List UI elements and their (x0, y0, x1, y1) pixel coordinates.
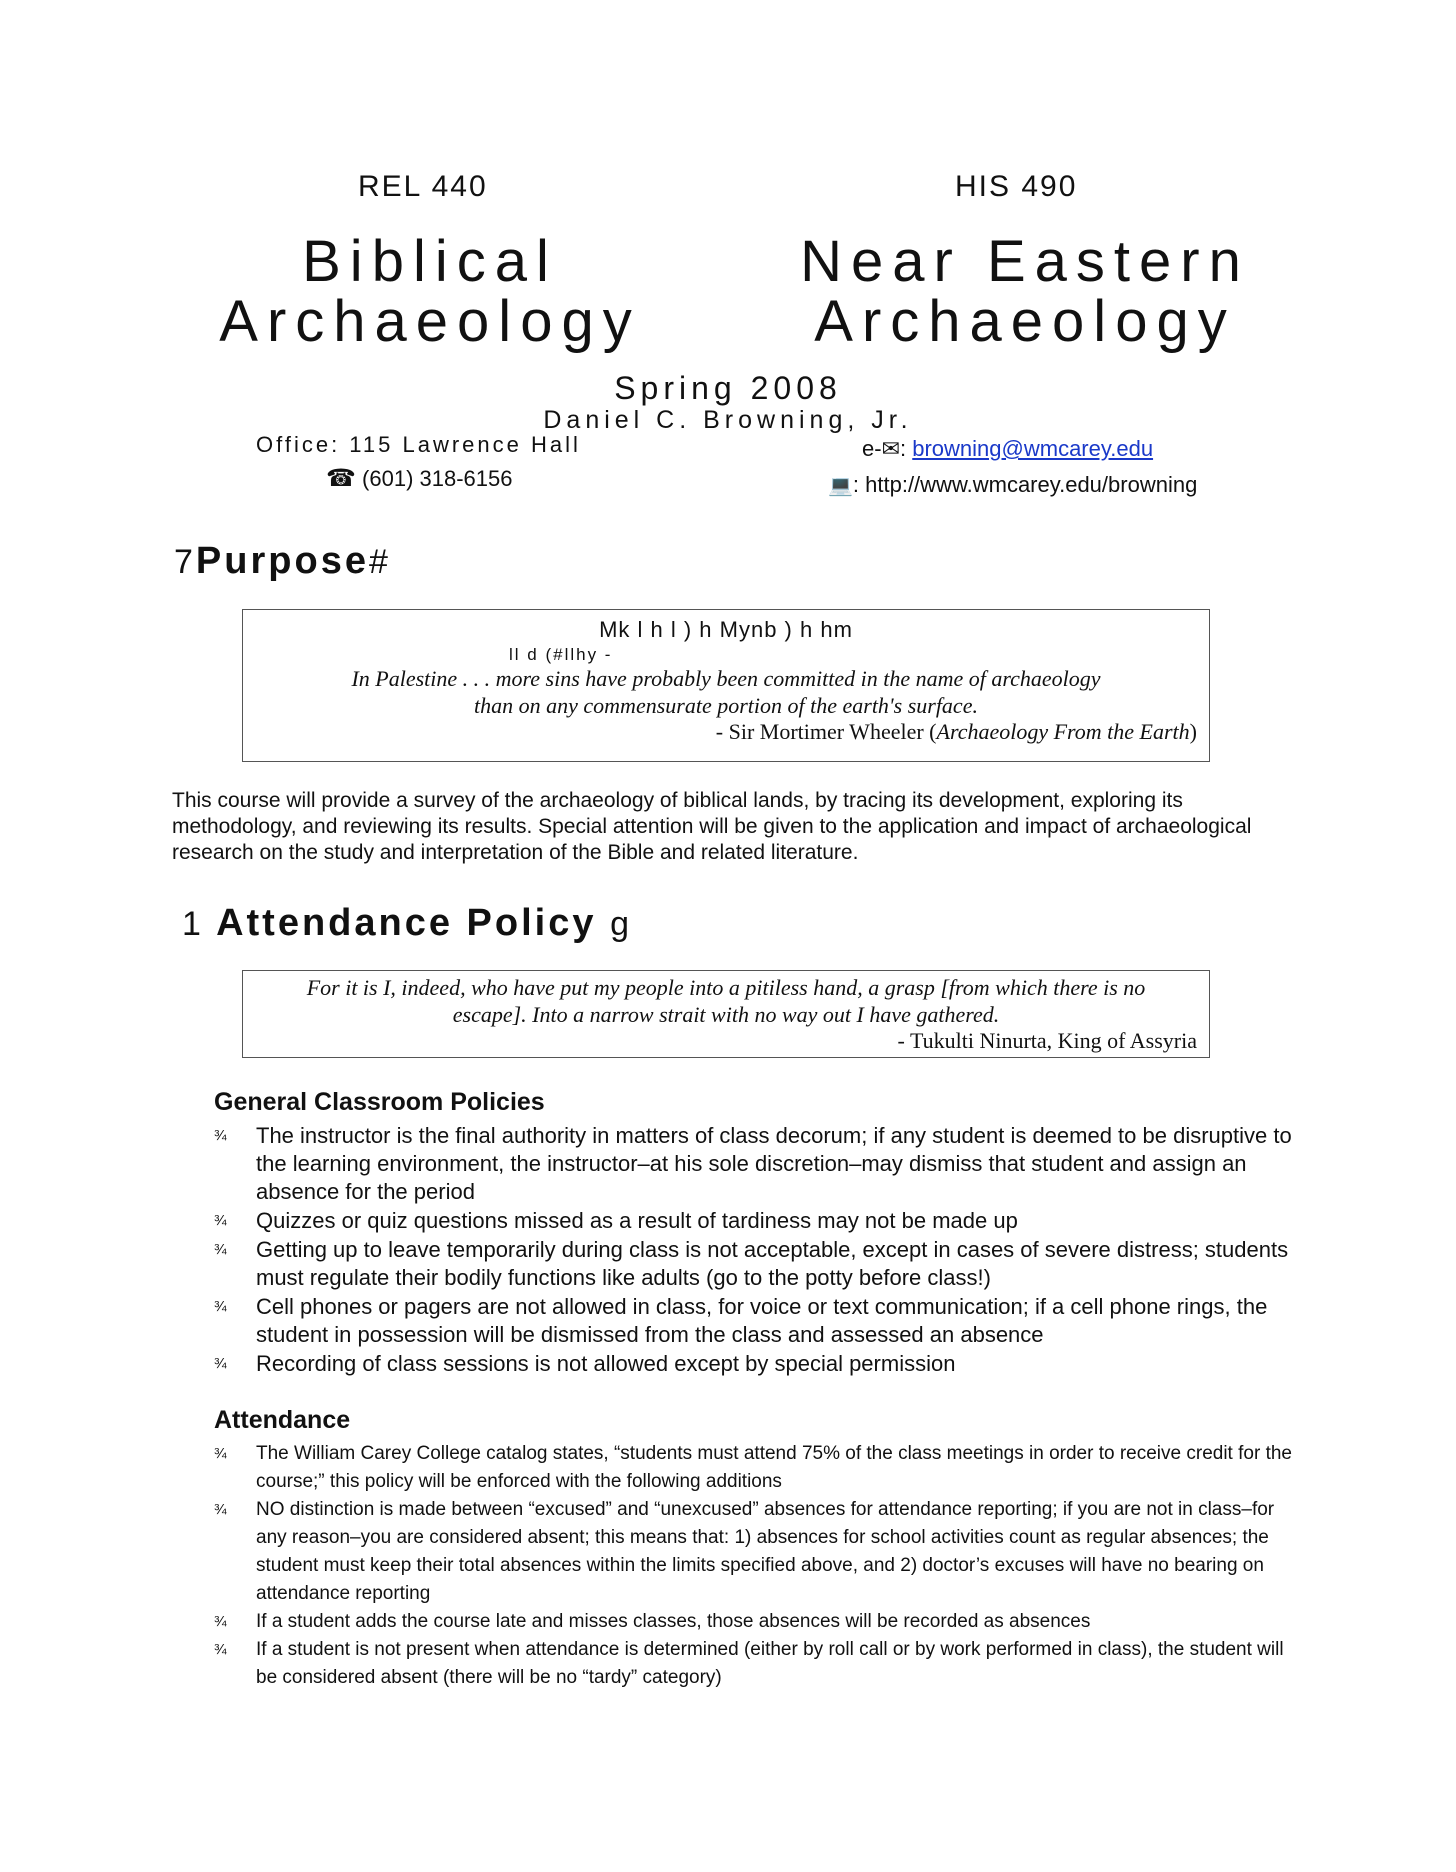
list-item-text: Cell phones or pagers are not allowed in class, for voice or text communication; if a cell phone rings, the student in possession will be dismissed from the class and assessed an absence (256, 1294, 1268, 1347)
bullet-glyph: ¾ (214, 1298, 227, 1315)
phone-line (326, 464, 512, 493)
list-item-text: Quizzes or quiz questions missed as a result of tardiness may not be made up (256, 1208, 1018, 1233)
general-policies-list (214, 1122, 1294, 1379)
bullet-glyph: ¾ (214, 1241, 227, 1258)
attendance-heading: Attendance (214, 1406, 351, 1434)
general-policies-heading: General Classroom Policies (214, 1088, 545, 1116)
purpose-description: This course will provide a survey of the archaeology of biblical lands, by tracing its development, exploring its methodology, and reviewing its results. Special attention will be given to the application and impact of archaeological research on the study and interpretation of the Bible and related literature. (172, 789, 1252, 864)
attendance-quote-text-2: escape]. Into a narrow strait with no way out I have gathered. (452, 1002, 1000, 1027)
attendance-quote-text-1: For it is I, indeed, who have put my people into a pitiless hand, a grasp [from which there is no (306, 975, 1146, 1000)
purpose-quote-text-1: In Palestine . . . more sins have probably been committed in the name of archaeology (351, 666, 1101, 691)
purpose-quote-attribution: - Sir Mortimer Wheeler (Archaeology From the Earth) (715, 719, 1197, 744)
attendance-policy-heading (182, 902, 632, 945)
bullet-glyph: ¾ (214, 1127, 227, 1144)
purpose-glyph-after: # (368, 543, 391, 581)
bullet-glyph: ¾ (214, 1641, 227, 1658)
list-item-text: Getting up to leave temporarily during class is not acceptable, except in cases of severe distress; students must regulate their bodily functions like adults (go to the potty before class!) (256, 1237, 1289, 1290)
purpose-heading-text: Purpose (195, 540, 369, 582)
email-separator: : (900, 436, 907, 461)
bullet-glyph: ¾ (214, 1212, 227, 1229)
web-address: : http://www.wmcarey.edu/browning (852, 472, 1198, 497)
purpose-heading (174, 540, 391, 583)
attendance-quote-box (242, 970, 1210, 1058)
right-course-title (780, 229, 1270, 354)
bullet-glyph: ¾ (214, 1355, 227, 1372)
purpose-glyph-before: 7 (174, 543, 196, 581)
list-item (214, 1350, 1294, 1378)
left-title-line-1: Biblical (302, 229, 558, 294)
list-item (214, 1440, 1294, 1496)
attendance-heading-text: Attendance Policy (216, 902, 597, 944)
email-link[interactable]: browning@wmcarey.edu (912, 436, 1154, 461)
right-course-code: HIS 490 (955, 170, 1078, 203)
term: Spring 2008 (614, 370, 842, 406)
list-item (214, 1608, 1294, 1636)
email-prefix: e- (862, 436, 882, 461)
list-item-text: NO distinction is made between “excused” and “unexcused” absences for attendance reporting; if you are not in class–for any reason–you are considered absent; this means that: 1) absences for school activities count as regular absences; the student must keep their total absences within the limits specified above, and 2) doctor’s excuses will have no bearing on attendance reporting (256, 1499, 1275, 1604)
right-title-line-1: Near Eastern (800, 229, 1250, 294)
left-course-title (190, 229, 670, 354)
purpose-quote-text-2: than on any commensurate portion of the earth's surface. (474, 693, 978, 718)
bullet-glyph: ¾ (214, 1501, 227, 1518)
bullet-glyph: ¾ (214, 1445, 227, 1462)
attendance-quote-attribution: - Tukulti Ninurta, King of Assyria (897, 1028, 1197, 1053)
list-item-text: The William Carey College catalog states, “students must attend 75% of the class meetings in order to receive credit for the course;” this policy will be enforced with the following additions (256, 1443, 1292, 1492)
list-item (214, 1636, 1294, 1692)
attendance-glyph-after: g (610, 905, 632, 943)
bullet-glyph: ¾ (214, 1613, 227, 1630)
purpose-quote-hebrew-2: ll d (#llhy - (509, 645, 613, 664)
list-item (214, 1293, 1294, 1349)
email-line (862, 436, 1153, 462)
purpose-quote-box (242, 609, 1210, 762)
list-item-text: If a student is not present when attendance is determined (either by roll call or by work performed in class), the student will be considered absent (there will be no “tardy” category) (256, 1639, 1284, 1688)
list-item-text: Recording of class sessions is not allowed except by special permission (256, 1351, 956, 1376)
list-item (214, 1207, 1294, 1235)
computer-icon: 💻 (828, 475, 853, 497)
list-item (214, 1496, 1294, 1608)
phone-number: (601) 318-6156 (362, 466, 513, 491)
attendance-glyph-before: 1 (182, 905, 204, 943)
left-title-line-2: Archaeology (219, 289, 641, 354)
phone-icon: ☎ (326, 465, 356, 492)
attendance-list (214, 1440, 1294, 1692)
list-item-text: The instructor is the final authority in matters of class decorum; if any student is deemed to be disruptive to the learning environment, the instructor–at his sole discretion–may dismiss that student and assign an absence for the period (256, 1123, 1292, 1204)
web-line (828, 472, 1197, 498)
purpose-quote-hebrew: Mk l h l ) h Mynb ) h hm (599, 617, 853, 642)
right-title-line-2: Archaeology (814, 289, 1236, 354)
list-item (214, 1236, 1294, 1292)
envelope-icon: ✉ (881, 436, 900, 461)
left-course-code: REL 440 (358, 170, 488, 203)
list-item-text: If a student adds the course late and misses classes, those absences will be recorded as absences (256, 1611, 1091, 1632)
instructor-name: Daniel C. Browning, Jr. (543, 406, 913, 434)
list-item (214, 1122, 1294, 1206)
office-location: Office: 115 Lawrence Hall (256, 432, 581, 457)
